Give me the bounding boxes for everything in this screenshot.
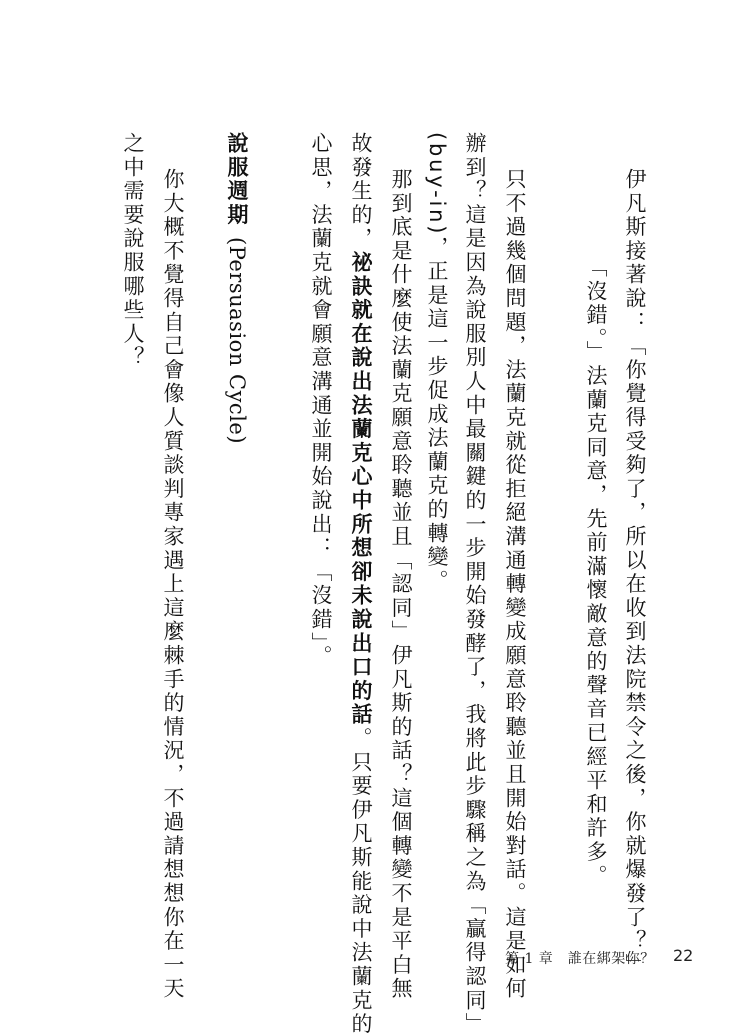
paragraph-line-2: 「沒錯。」法蘭克同意，先前滿懷敵意的聲音已經平和許多。 (584, 256, 608, 889)
paragraph-line-1: 伊凡斯接著說：「你覺得受夠了，所以在收到法院禁令之後，你就爆發了？」 (623, 168, 647, 978)
section-heading (224, 132, 250, 444)
emphasis-text: 祕訣就在說出法蘭克心中所想卻未說出口的話 (349, 251, 373, 727)
line-7-end: 。只要伊凡斯能說中法蘭克的 (349, 727, 373, 1036)
paragraph-line-4: 辦到？這是因為說服別人中最關鍵的一步開始發酵了，我將此步驟稱之為「贏得認同」 (463, 132, 487, 1036)
paragraph-line-8: 心思，法蘭克就會願意溝通並開始說出：「沒錯」。 (309, 132, 333, 669)
running-chapter-title: 第 1 章 誰在綁架你？ (505, 951, 655, 967)
page-number: 22 (673, 946, 694, 965)
page-footer (505, 946, 705, 970)
paragraph-line-5: (buy-in)，正是這一步促成法蘭克的轉變。 (425, 132, 449, 594)
section-heading-english: (Persuasion Cycle) (225, 237, 249, 445)
paragraph-line-3: 只不過幾個問題，法蘭克就從拒絕溝通轉變成願意聆聽並且開始對話。這是如何 (503, 168, 527, 1001)
paragraph-line-10: 之中需要說服哪些人？ (121, 132, 145, 370)
paragraph-line-6: 那到底是什麼使法蘭克願意聆聽並且「認同」伊凡斯的話？這個轉變不是平白無 (389, 168, 413, 1001)
section-heading-title: 說服週期 (225, 132, 249, 228)
paragraph-line-7 (348, 132, 374, 1036)
paragraph-line-9: 你大概不覺得自己會像人質談判專家遇上這麼棘手的情況，不過請想想你在一天 (161, 168, 185, 1001)
line-7-start: 故發生的， (349, 132, 373, 251)
